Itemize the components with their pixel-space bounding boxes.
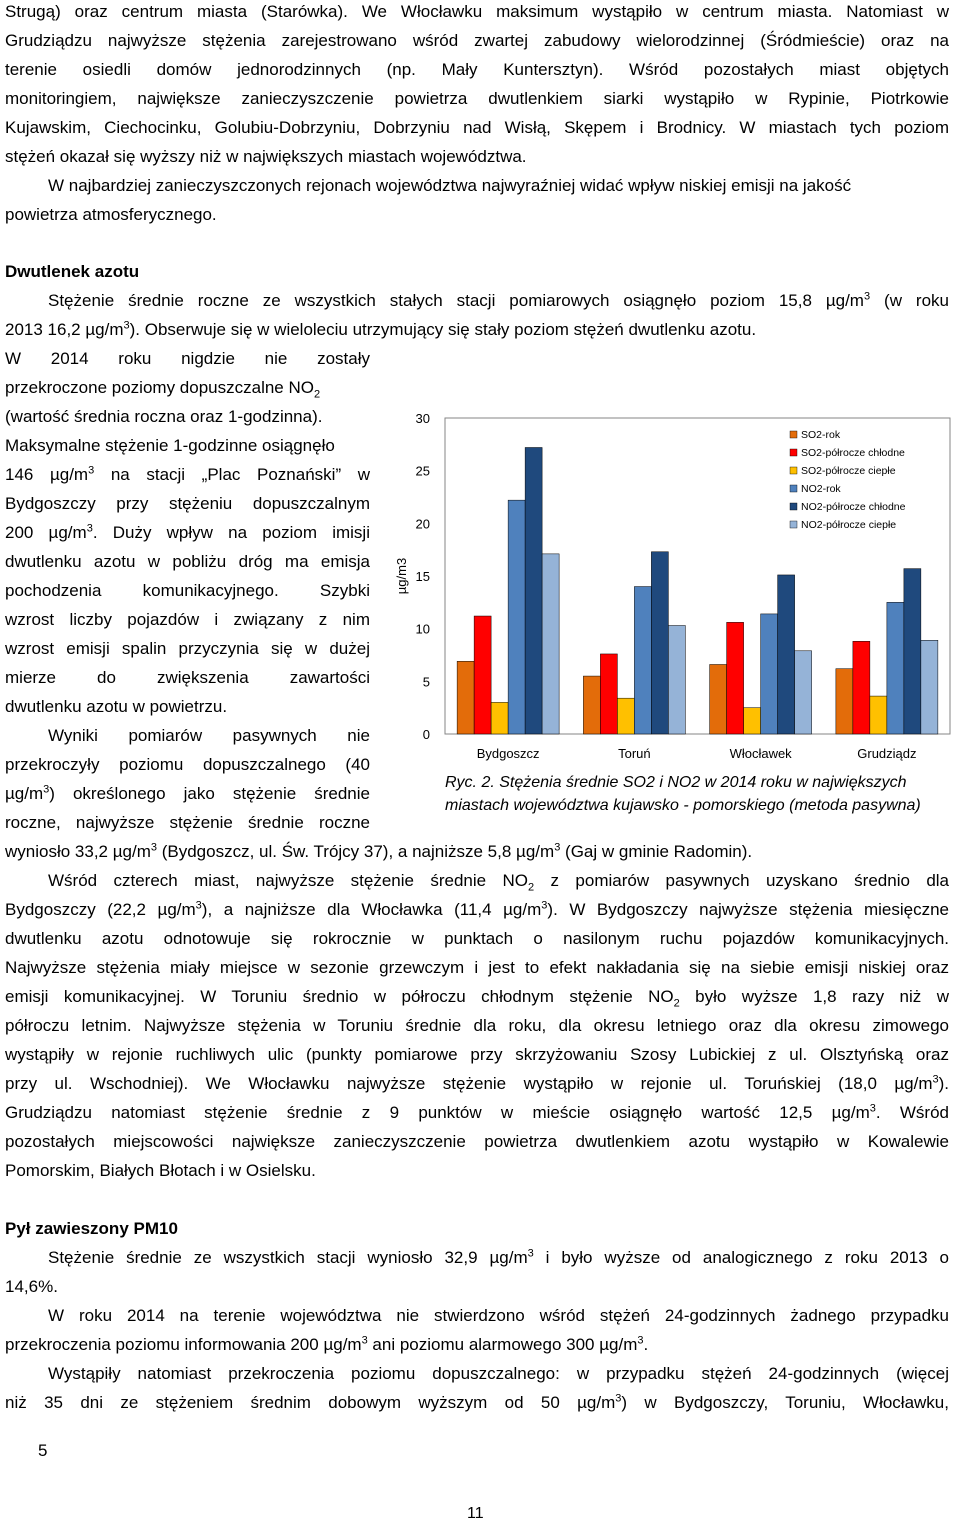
x-tick-label: Włocławek: [729, 746, 792, 761]
text-line: emisji komunikacyjnej. W Toruniu średnio w półroczu chłodnym stężenie $NO_2$ było wyższe 1,8 razy niż w: [5, 987, 950, 1010]
bar: [887, 602, 904, 734]
text-line: wzrost liczby pojazdów i związany z nim: [5, 610, 370, 629]
bar: [668, 626, 685, 734]
figure-caption: miastach województwa kujawsko - pomorskiego (metoda pasywna): [445, 797, 921, 814]
bar: [508, 500, 525, 734]
bar: [921, 640, 938, 734]
text-line: 2013 16,2 $\mu g/m^3$). Obserwuje się w wieloleciu utrzymujący się stały poziom stężeń dwutlenku azotu.: [5, 319, 757, 339]
bar: [836, 669, 853, 734]
text-line: 146 $\mu g/m^3$ na stacji „Plac Poznański” w: [5, 464, 370, 484]
bar: [491, 702, 508, 734]
text-line: wystąpiły w rejonie ruchliwych ulic (punkty pomiarowe przy skrzyżowaniu Szosy Lubickiej z ul. Olsztyńską oraz: [5, 1045, 949, 1064]
text-line: stężeń okazał się wyższy niż w największych miastach województwa.: [5, 147, 527, 166]
y-tick-label: 30: [415, 411, 430, 426]
legend-swatch: [790, 449, 797, 456]
bar: [744, 708, 761, 734]
legend-label: NO2-półrocze ciepłe: [801, 519, 897, 531]
bar: [583, 676, 600, 734]
text-line: wzrost emisji spalin przyczynia się w dużej: [5, 639, 370, 658]
bar: [651, 552, 668, 734]
text-line: przekroczenia poziomu informowania 200 $\mu g/m^3$ ani poziomu alarmowego 300 $\mu g/m^3$.: [5, 1334, 649, 1354]
y-tick-label: 5: [422, 674, 430, 690]
y-tick-label: 20: [415, 516, 430, 532]
text-line: roczne, najwyższe stężenie średnie roczne: [5, 813, 370, 832]
x-tick-label: Grudziądz: [857, 746, 917, 761]
bar: [904, 569, 921, 734]
legend-swatch: [790, 431, 797, 438]
text-line: W najbardziej zanieczyszczonych rejonach województwa najwyraźniej widać wpływ niskiej emisji na jakość: [48, 176, 852, 195]
bar-chart: [380, 400, 960, 780]
text-line: niż 35 dni ze stężeniem średnim dobowym wyższym od 50 $\mu g/m^3$) w Bydgoszczy, Toruniu, Włocławku,: [5, 1392, 949, 1412]
text-line: dwutlenku azotu w powietrzu.: [5, 697, 228, 716]
text-line: Grudziądzu najwyższe stężenia zarejestrowano wśród zwartej zabudowy wielorodzinnej (Śródmieście) oraz na: [5, 31, 949, 50]
text-line: Grudziądzu natomiast stężenie średnie z 9 punktów w mieście osiągnęło wartość 12,5 $\mu g/m^3$. Wśród: [5, 1102, 950, 1122]
text-line: 200 $\mu g/m^3$. Duży wpływ na poziom imisji: [5, 522, 370, 542]
text-line: Wyniki pomiarów pasywnych nie: [48, 726, 370, 745]
legend-label: SO2-półrocze chłodne: [801, 447, 905, 459]
text-line: W 2014 roku nigdzie nie zostały: [5, 349, 370, 368]
bar: [474, 616, 491, 734]
page-number: 11: [467, 1505, 484, 1522]
text-line: Maksymalne stężenie 1-godzinne osiągnęło: [5, 436, 335, 455]
x-tick-label: Bydgoszcz: [476, 746, 540, 761]
figure-caption: Ryc. 2. Stężenia średnie SO2 i NO2 w 2014 roku w największych: [445, 774, 907, 791]
text-line: przekroczone poziomy dopuszczalne $NO_2$: [5, 378, 321, 401]
bar: [727, 622, 744, 734]
legend-swatch: [790, 467, 797, 474]
text-line: przy ul. Wschodniej). We Włocławku najwyższe stężenie wystąpiło w rejonie ul. Toruńskiej (18,0 $\mu g/m^3$).: [5, 1073, 949, 1093]
bar: [617, 698, 634, 734]
bar: [710, 664, 727, 734]
legend-swatch: [790, 485, 797, 492]
text-line: pochodzenia komunikacyjnego. Szybki: [5, 581, 370, 600]
section-heading-pm10: Pył zawieszony PM10: [5, 1219, 178, 1238]
y-axis-label: µg/m3: [394, 557, 409, 595]
bar: [542, 554, 559, 734]
y-tick-label: 15: [415, 569, 430, 584]
bar: [457, 661, 474, 734]
text-line: Najwyższe stężenia miały miejsce w sezonie grzewczym i jest to efekt nakładania się na siebie emisji niskiej oraz: [5, 958, 949, 977]
text-line: dwutlenku azotu w pobliżu dróg ma emisja: [5, 552, 370, 571]
text-line: wyniosło 33,2 $\mu g/m^3$ (Bydgoszcz, ul. Św. Trójcy 37), a najniższe 5,8 $\mu g/m^3$ (Gaj w gminie Radomin).: [5, 841, 753, 861]
bar: [870, 696, 887, 734]
y-tick-label: 25: [415, 463, 430, 479]
text-line: W roku 2014 na terenie województwa nie stwierdzono wśród stężeń 24-godzinnych żadnego przypadku: [48, 1306, 949, 1325]
text-line: półroczu letnim. Najwyższe stężenia w Toruniu średnie dla roku, dla okresu letniego oraz dla okresu zimowego: [5, 1016, 949, 1035]
text-line: monitoringiem, największe zanieczyszczenie powietrza dwutlenkiem siarki wystąpiło w Rypinie, Piotrkowie: [5, 89, 949, 108]
text-line: Kujawskim, Ciechocinku, Golubiu-Dobrzyniu, Dobrzyniu nad Wisłą, Skępem i Brodnicy. W miastach tych poziom: [5, 118, 949, 137]
legend-label: NO2-rok: [801, 483, 841, 495]
bar: [853, 641, 870, 734]
text-line: mierze do zwiększenia zawartości: [5, 668, 370, 687]
text-line: terenie osiedli domów jednorodzinnych (np. Mały Kuntersztyn). Wśród pozostałych miast objętych: [5, 60, 949, 79]
text-line: (wartość średnia roczna oraz 1-godzinna).: [5, 407, 323, 426]
section-heading-no2: Dwutlenek azotu: [5, 262, 140, 281]
text-line: $\mu g/m^3$) określonego jako stężenie średnie: [5, 783, 370, 803]
bar: [600, 654, 617, 734]
legend-swatch: [790, 503, 797, 510]
x-tick-label: Toruń: [618, 746, 651, 761]
text-line: Wystąpiły natomiast przekroczenia poziomu dopuszczalnego: w przypadku stężeń 24-godzinnych (więcej: [48, 1364, 949, 1383]
legend-label: SO2-półrocze ciepłe: [801, 465, 896, 477]
bar: [634, 587, 651, 734]
text-line: przekroczyły poziomu dopuszczalnego (40: [5, 755, 370, 774]
text-line: Wśród czterech miast, najwyższe stężenie średnie $NO_2$ z pomiarów pasywnych uzyskano średnio dla: [48, 871, 949, 894]
y-tick-label: 10: [415, 621, 430, 637]
legend-swatch: [790, 521, 797, 528]
legend-label: SO2-rok: [801, 429, 841, 441]
bar: [778, 575, 795, 734]
text-line: powietrza atmosferycznego.: [5, 205, 217, 224]
text-line: 14,6%.: [5, 1277, 58, 1296]
legend-label: NO2-półrocze chłodne: [801, 501, 906, 513]
text-line: Strugą) oraz centrum miasta (Starówka). We Włocławku maksimum wystąpiło w centrum miasta. Natomiast w: [5, 2, 949, 21]
bar: [525, 447, 542, 734]
text-line: Stężenie średnie ze wszystkich stacji wyniosło 32,9 $\mu g/m^3$ i było wyższe od analogicznego z roku 2013 o: [48, 1247, 949, 1267]
footnote-number: 5: [38, 1441, 48, 1460]
text-line: pozostałych miejscowości największe zanieczyszczenie powietrza dwutlenkiem azotu wystąpiło w Kowalewie: [5, 1132, 949, 1151]
text-line: dwutlenku azotu odnotowuje się rokrocznie w punktach o nasilonym ruchu pojazdów komunikacyjnych.: [5, 929, 949, 948]
bar: [795, 651, 812, 734]
text-line: Bydgoszczy (22,2 $\mu g/m^3$), a najniższe dla Włocławka (11,4 $\mu g/m^3$). W Bydgoszczy najwyższe stężenia miesięczne: [5, 899, 949, 919]
text-line: Stężenie średnie roczne ze wszystkich stałych stacji pomiarowych osiągnęło poziom 15,8 $\mu g/m^3$ (w roku: [48, 290, 949, 310]
text-line: Pomorskim, Białych Błotach i w Osielsku.: [5, 1161, 316, 1180]
text-line: Bydgoszczy przy stężeniu dopuszczalnym: [5, 494, 370, 513]
bar: [761, 614, 778, 734]
y-tick-label: 0: [422, 727, 430, 742]
